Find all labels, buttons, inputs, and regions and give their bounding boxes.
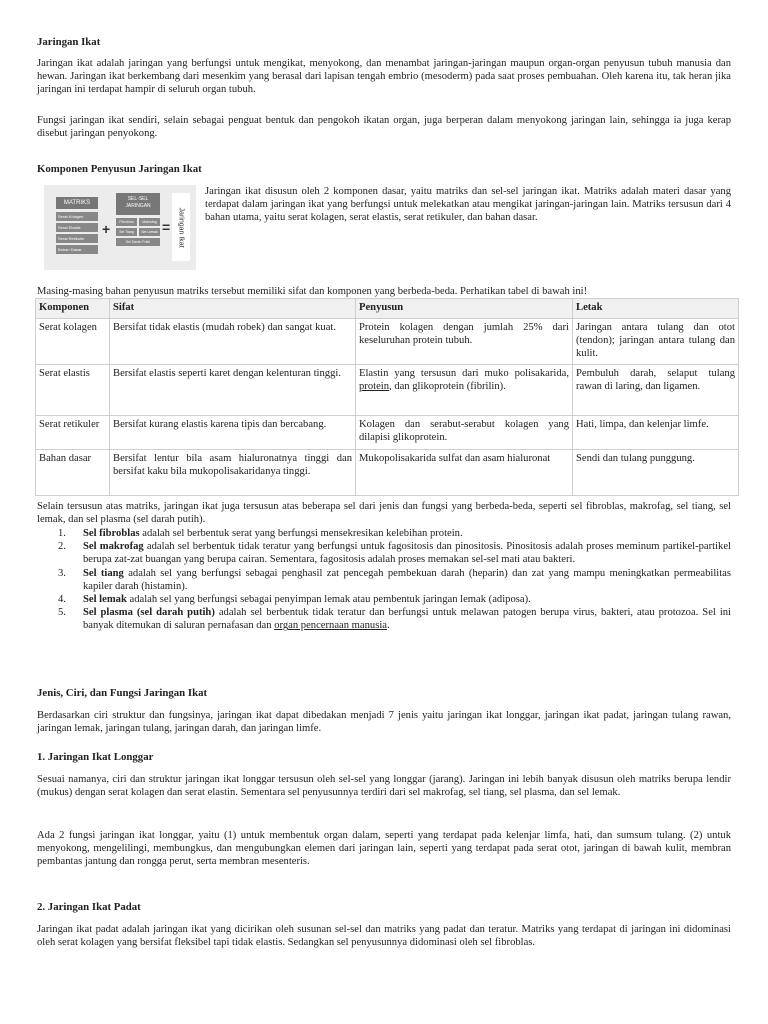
- list-number: 3.: [58, 567, 66, 579]
- list-text: adalah sel berbentuk tidak teratur dan berfungsi untuk melawan patogen berupa virus, bakteri, atau protozoa. Sel ini banyak ditemukan di saluran pernafasan dan: [83, 607, 731, 632]
- diagram-matriks-item: Bahan Dasar: [56, 245, 98, 254]
- table-cell: Bersifat elastis seperti karet dengan kelenturan tinggi.: [110, 364, 356, 415]
- list-text: .: [386, 620, 390, 632]
- list-term: Sel lemak: [83, 594, 127, 606]
- table-header-row: [36, 299, 739, 319]
- longgar-paragraph-2: Ada 2 fungsi jaringan ikat longgar, yaitu (1) untuk membentuk organ dalam, seperti yang terdapat pada kelenjar limfa, hati, dan sumsum tulang. (2) untuk menyokong, mengelilingi, membungkus, dan mengubungkan elemen dari jaringan lain, seperti yang terdapat pada serat otot, jaringan di bawah kulit, membran pembantas jantung dan rongga perut, serta membran mesenteris.: [37, 830, 731, 868]
- section-title-padat: 2. Jaringan Ikat Padat: [37, 901, 141, 913]
- cell-text: Elastin yang tersusun dari muko polisakarida,: [359, 367, 569, 379]
- diagram-matriks-item: Serat Kolagen: [56, 212, 98, 221]
- list-term: Sel tiang: [83, 567, 124, 579]
- table-row: [36, 449, 739, 495]
- table-cell: Pembuluh darah, selaput tulang rawan di laring, dan ligamen.: [573, 364, 739, 415]
- diagram-sel-item: Makrofag: [139, 218, 160, 226]
- section-title-jenis: Jenis, Ciri, dan Fungsi Jaringan Ikat: [37, 687, 208, 699]
- list-text: adalah sel berbentuk serat yang berfungsi mensekresikan kelebihan protein.: [139, 528, 463, 539]
- intro-paragraph-1: Jaringan ikat adalah jaringan yang berfungsi untuk mengikat, menyokong, dan menambat jaringan-jaringan maupun organ-organ penyusun tubuh manusia dan hewan. Jaringan ikat berkembang dari mesenkim yang berasal dari lapisan tengah embrio (mesoderm) pada saat proses pembuahan. Oleh karena itu, tak heran jika jaringan ini terdapat hampir di seluruh organ tubuh.: [37, 58, 731, 96]
- table-header-cell: Sifat: [110, 299, 356, 319]
- section-title-longgar: 1. Jaringan Ikat Longgar: [37, 751, 154, 763]
- diagram-sel-item: Sel Tiang: [116, 228, 137, 236]
- sel-intro-paragraph: Selain tersusun atas matriks, jaringan ikat juga tersusun atas beberapa sel dari jenis dan fungsi yang berbeda-beda, seperti sel fibroblas, makrofag, sel tiang, sel lemak, dan sel plasma (sel darah putih).: [37, 501, 731, 526]
- list-item: [37, 527, 731, 540]
- table-cell: Serat retikuler: [36, 415, 110, 449]
- organ-pencernaan-link[interactable]: organ pencernaan manusia: [274, 620, 387, 632]
- list-text: adalah sel yang berfungsi sebagai penghasil zat pencegah pembekuan darah (heparin) dan zat yang mampu meningkatkan permeabilitas kapiler darah (histamin).: [83, 567, 731, 592]
- diagram-matriks-label: MATRIKS: [56, 197, 98, 209]
- komponen-paragraph-1: Jaringan ikat disusun oleh 2 komponen dasar, yaitu matriks dan sel-sel jaringan ikat. Matriks adalah materi dasar yang terdapat dalam jaringan ikat yang berfungsi untuk melekatkan atau mengikat jaringan-jaringan lain. Matriks tersusun dari 4 bahan utama, yaitu serat kolagen, serat elastis, serat retikuler, dan bahan dasar.: [205, 186, 731, 224]
- diagram-result-label: Jaringan Ikat: [177, 207, 185, 248]
- list-item: [37, 540, 731, 566]
- diagram-matriks-item: Serat Retikuler: [56, 234, 98, 243]
- protein-link[interactable]: protein: [359, 380, 390, 392]
- jenis-paragraph: Berdasarkan ciri struktur dan fungsinya, jaringan ikat dapat dibedakan menjadi 7 jenis yaitu jaringan ikat longgar, jaringan ikat padat, jaringan tulang rawan, jaringan lemak, jaringan tulang, jaringan darah, dan jaringan limfe.: [37, 710, 731, 735]
- list-term: Sel makrofag: [83, 541, 144, 553]
- table-header-cell: Penyusun: [356, 299, 573, 319]
- table-cell: Jaringan antara tulang dan otot (tendon); jaringan antara tulang dan kulit.: [573, 319, 739, 365]
- plus-symbol: +: [102, 221, 111, 237]
- diagram-result-box: [172, 193, 190, 261]
- table-header-cell: Letak: [573, 299, 739, 319]
- table-cell: Mukopolisakarida sulfat dan asam hialuronat: [356, 449, 573, 495]
- list-number: 4.: [58, 594, 66, 606]
- komponen-paragraph-2: Masing-masing bahan penyusun matriks tersebut memiliki sifat dan komponen yang berbeda-beda. Perhatikan tabel di bawah ini!: [37, 286, 588, 297]
- diagram-sel-item: Fibroblas: [116, 218, 137, 226]
- list-item: [37, 606, 731, 632]
- table-cell: Serat elastis: [36, 364, 110, 415]
- section-title-komponen: Komponen Penyusun Jaringan Ikat: [37, 163, 202, 175]
- equals-symbol: =: [162, 219, 171, 235]
- longgar-paragraph-1: Sesuai namanya, ciri dan struktur jaringan ikat longgar tersusun oleh sel-sel yang longgar (jarang). Jaringan ini lebih banyak disusun oleh matriks berupa lendir (mukus) dengan serat kolagen dan serat elastin. Sementara sel penyusunnya terdiri dari sel makrofag, sel tiang, sel plasma, dan sel lemak.: [37, 774, 731, 799]
- list-item: [37, 593, 731, 606]
- table-row: [36, 415, 739, 449]
- matrix-table: [35, 298, 739, 496]
- section-title-jaringan-ikat: Jaringan Ikat: [37, 36, 101, 48]
- table-cell: Serat kolagen: [36, 319, 110, 365]
- table-cell: Protein kolagen dengan jumlah 25% dari keseluruhan protein tubuh.: [356, 319, 573, 365]
- padat-paragraph-1: Jaringan ikat padat adalah jaringan ikat yang dicirikan oleh susunan sel-sel dan matriks yang padat dan teratur. Matriks yang terdapat di jaringan ini didominasi oleh serat kolagen yang bersifat fleksibel tapi tidak elastis. Sedangkan sel penyusunnya didominasi oleh sel fibroblas.: [37, 924, 731, 949]
- diagram-sel-label: SEL-SEL JARINGAN: [116, 193, 160, 215]
- diagram-sel-item: Sel Darah Putih: [116, 238, 160, 246]
- list-text: adalah sel berbentuk tidak teratur yang berfungsi untuk fagositosis dan pinositosis. Pinositosis adalah proses meminum partikel-partikel berupa zat-zat buangan yang berupa cairan. Sementara, fagositosis adalah proses memakan sel-sel mati atau bakteri.: [83, 541, 731, 566]
- cell-text: , dan glikoprotein (fibrilin).: [389, 380, 506, 392]
- diagram-sel-item: Sel Lemak: [139, 228, 160, 236]
- intro-paragraph-2: Fungsi jaringan ikat sendiri, selain sebagai penguat bentuk dan pengokoh ikatan organ, juga berperan dalam menyokong jaringan lain, sehingga ia juga kerap disebut jaringan penyokong.: [37, 115, 731, 140]
- diagram-matriks-item: Serat Elastis: [56, 223, 98, 232]
- table-cell: Bersifat kurang elastis karena tipis dan bercabang.: [110, 415, 356, 449]
- list-number: 5.: [58, 607, 66, 619]
- list-text: adalah sel yang berfungsi sebagai penyimpan lemak atau pembentuk jaringan lemak (adiposa).: [126, 594, 531, 606]
- komponen-diagram: [44, 185, 196, 270]
- table-cell: Bersifat tidak elastis (mudah robek) dan sangat kuat.: [110, 319, 356, 365]
- table-cell: Sendi dan tulang punggung.: [573, 449, 739, 495]
- table-cell: Kolagen dan serabut-serabut kolagen yang dilapisi glikoprotein.: [356, 415, 573, 449]
- list-item: [37, 567, 731, 593]
- table-row: [36, 364, 739, 415]
- list-term: Sel fibroblas: [83, 528, 140, 539]
- table-cell: Bersifat lentur bila asam hialuronatnya tinggi dan bersifat kaku bila mukopolisakaridanya tinggi.: [110, 449, 356, 495]
- list-number: 2.: [58, 541, 66, 553]
- list-term: Sel plasma (sel darah putih): [83, 607, 215, 619]
- cell-type-list: [37, 527, 731, 633]
- list-number: 1.: [58, 528, 66, 539]
- table-cell: Bahan dasar: [36, 449, 110, 495]
- table-row: [36, 319, 739, 365]
- table-header-cell: Komponen: [36, 299, 110, 319]
- table-cell: [356, 364, 573, 415]
- table-cell: Hati, limpa, dan kelenjar limfe.: [573, 415, 739, 449]
